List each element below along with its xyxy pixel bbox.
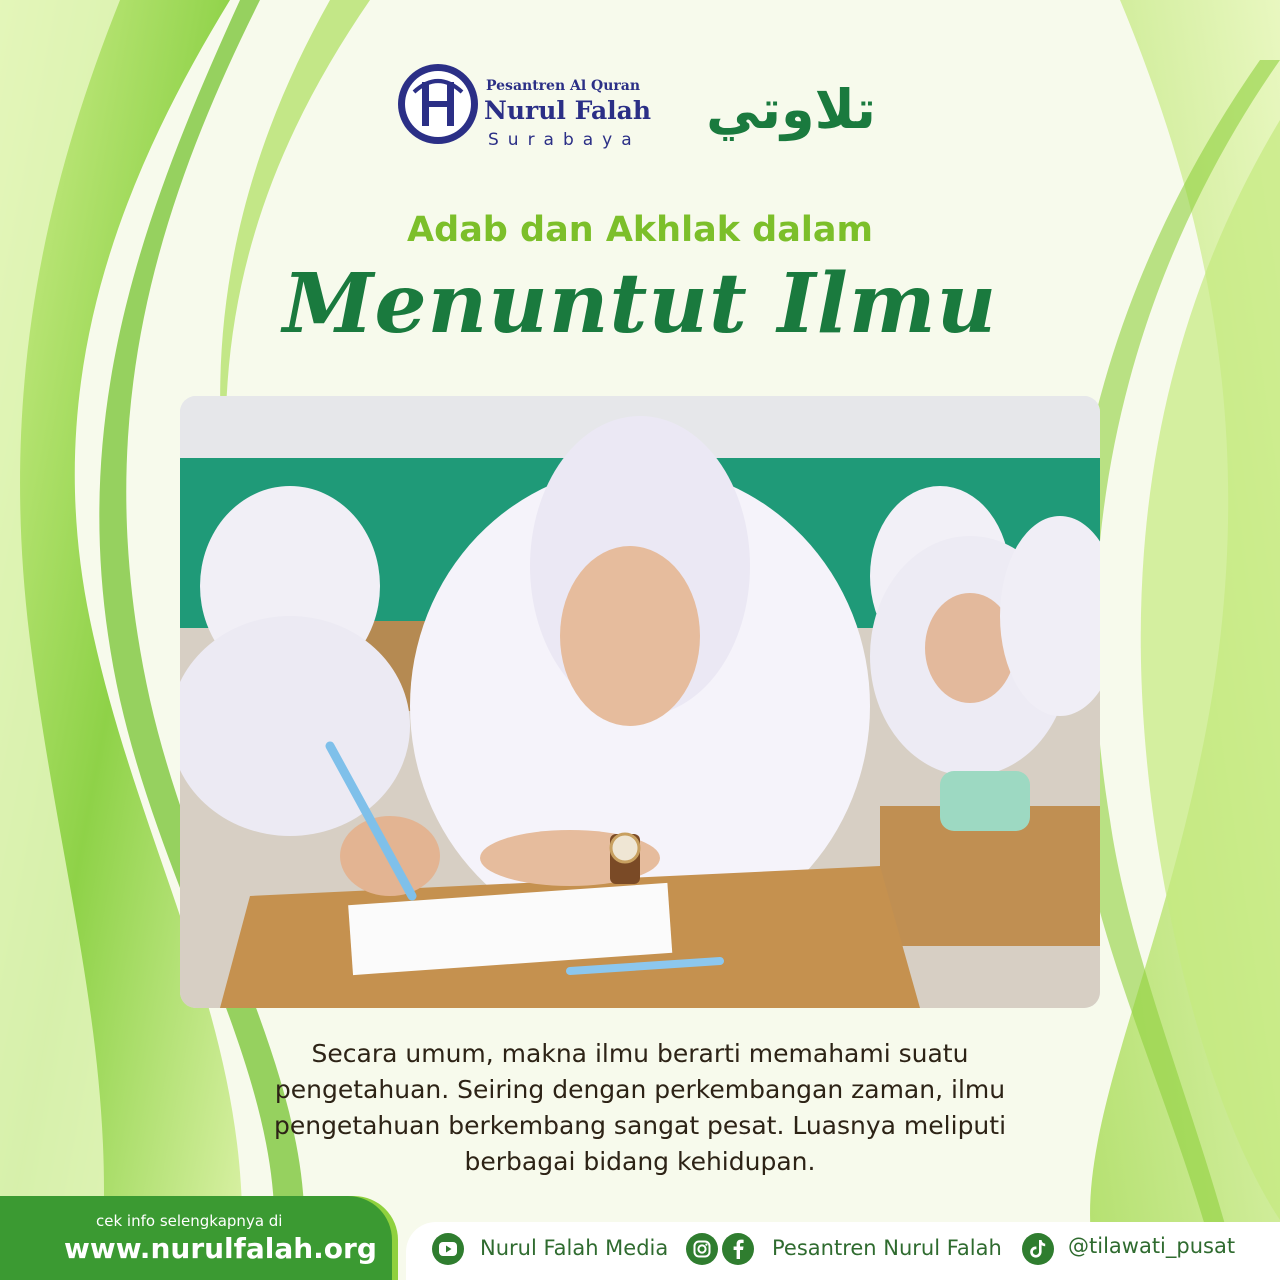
tiktok-label[interactable]: @tilawati_pusat bbox=[1068, 1234, 1236, 1258]
tiktok-icon[interactable] bbox=[1022, 1233, 1054, 1265]
emblem-icon bbox=[396, 62, 480, 146]
facebook-label[interactable]: Pesantren Nurul Falah bbox=[772, 1236, 1002, 1260]
body-line: pengetahuan. Seiring dengan perkembangan zaman, ilmu bbox=[274, 1075, 1006, 1104]
youtube-label[interactable]: Nurul Falah Media bbox=[480, 1236, 669, 1260]
nurul-falah-logo bbox=[396, 60, 666, 156]
website-note: cek info selengkapnya di bbox=[96, 1212, 283, 1230]
facebook-icon[interactable] bbox=[722, 1233, 754, 1265]
students-writing-photo bbox=[180, 396, 1100, 1008]
website-link[interactable]: www.nurulfalah.org bbox=[64, 1232, 377, 1265]
headline-subtitle: Adab dan Akhlak dalam bbox=[407, 210, 873, 250]
logo-line-2: Nurul Falah bbox=[484, 96, 652, 125]
youtube-icon[interactable] bbox=[432, 1233, 464, 1265]
body-line: pengetahuan berkembang sangat pesat. Luasnya meliputi bbox=[273, 1111, 1007, 1140]
tilawati-arabic-text: تلاوتي bbox=[706, 78, 876, 141]
body-line: berbagai bidang kehidupan. bbox=[464, 1147, 816, 1176]
body-line: Secara umum, makna ilmu berarti memahami suatu bbox=[311, 1039, 969, 1068]
instagram-icon[interactable] bbox=[686, 1233, 718, 1265]
tilawati-calligraphy-logo bbox=[694, 64, 888, 156]
logo-line-1: Pesantren Al Quran bbox=[486, 78, 641, 94]
body-paragraph bbox=[210, 1036, 1070, 1180]
logo-line-3: Surabaya bbox=[488, 130, 641, 150]
headline-title: Menuntut Ilmu bbox=[282, 256, 998, 352]
